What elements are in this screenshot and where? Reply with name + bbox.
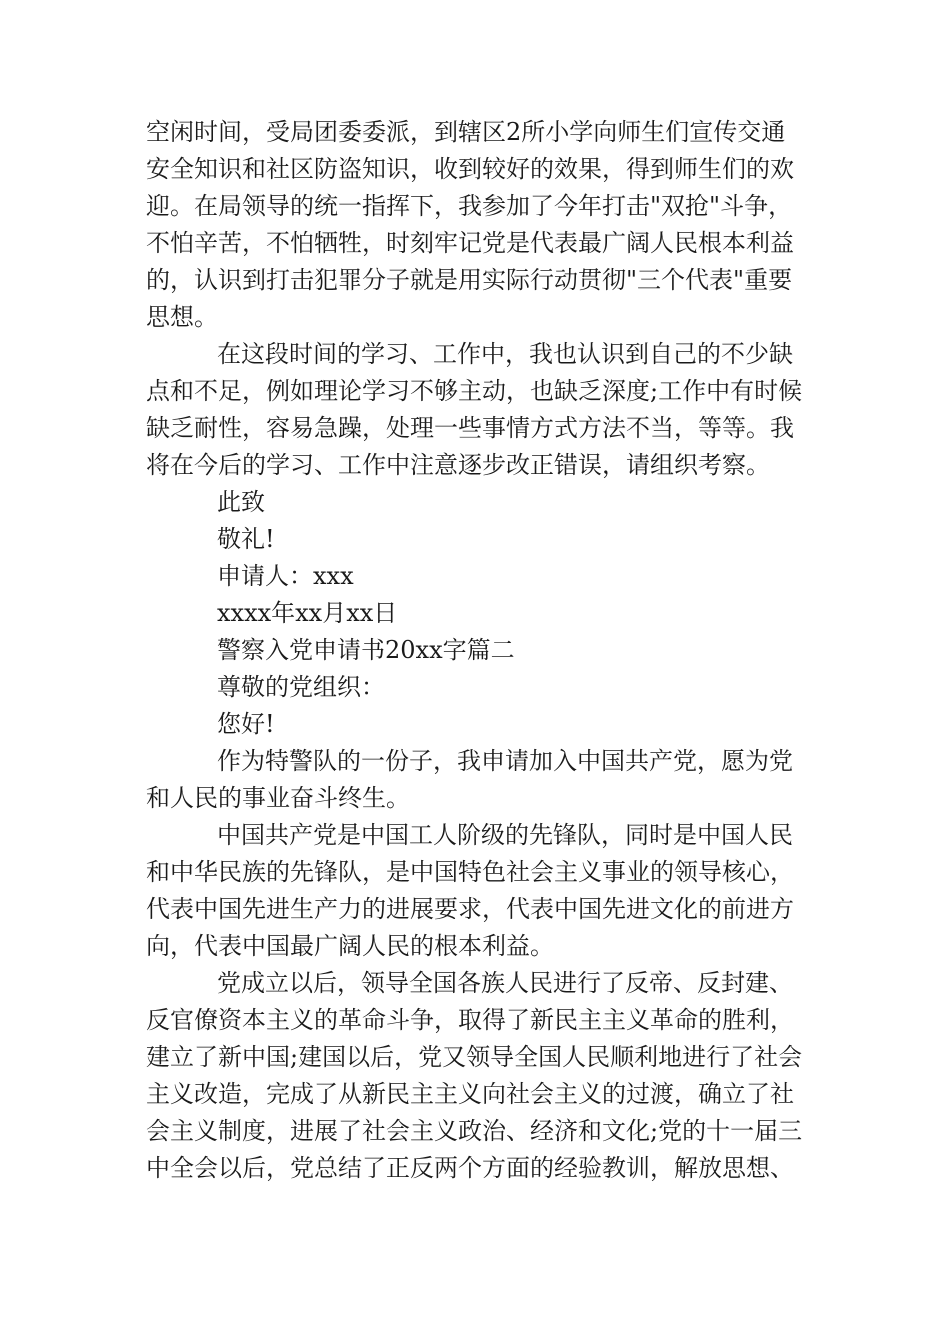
document-body bbox=[146, 114, 808, 1187]
closing-salutation: 此致 bbox=[217, 488, 265, 516]
text-line: 将在今后的学习、工作中注意逐步改正错误，请组织考察。 bbox=[146, 451, 770, 479]
section-title: 警察入党申请书20xx字篇二 bbox=[217, 636, 515, 664]
applicant-line: 申请人：xxx bbox=[217, 562, 354, 590]
text-line: 建立了新中国;建国以后，党又领导全国人民顺利地进行了社会 bbox=[146, 1043, 803, 1071]
text-line: 思想。 bbox=[146, 303, 218, 331]
text-line: 中国共产党是中国工人阶级的先锋队，同时是中国人民 bbox=[217, 821, 793, 849]
text-line: 缺乏耐性，容易急躁，处理一些事情方式方法不当，等等。我 bbox=[146, 414, 794, 442]
text-line: 向，代表中国最广阔人民的根本利益。 bbox=[146, 932, 554, 960]
text-line: 作为特警队的一份子，我申请加入中国共产党，愿为党 bbox=[217, 747, 793, 775]
text-line: 党成立以后，领导全国各族人民进行了反帝、反封建、 bbox=[217, 969, 793, 997]
text-line: 的，认识到打击犯罪分子就是用实际行动贯彻"三个代表"重要 bbox=[146, 266, 793, 294]
text-line: 空闲时间，受局团委委派，到辖区2所小学向师生们宣传交通 bbox=[146, 118, 786, 146]
text-line: 和人民的事业奋斗终生。 bbox=[146, 784, 410, 812]
text-line: 迎。在局领导的统一指挥下，我参加了今年打击"双抢"斗争， bbox=[146, 192, 793, 220]
text-line: 反官僚资本主义的革命斗争，取得了新民主主义革命的胜利， bbox=[146, 1006, 794, 1034]
greeting: 您好! bbox=[217, 710, 275, 738]
text-line: 会主义制度，进展了社会主义政治、经济和文化;党的十一届三 bbox=[146, 1117, 803, 1145]
text-line: 和中华民族的先锋队，是中国特色社会主义事业的领导核心， bbox=[146, 858, 794, 886]
text-line: 中全会以后，党总结了正反两个方面的经验教训，解放思想、 bbox=[146, 1154, 794, 1182]
date-line: xxxx年xx月xx日 bbox=[217, 599, 398, 627]
closing-regards: 敬礼! bbox=[217, 525, 275, 553]
text-line: 主义改造，完成了从新民主主义向社会主义的过渡，确立了社 bbox=[146, 1080, 794, 1108]
text-line: 不怕辛苦，不怕牺牲，时刻牢记党是代表最广阔人民根本利益 bbox=[146, 229, 794, 257]
text-line: 在这段时间的学习、工作中，我也认识到自己的不少缺 bbox=[217, 340, 793, 368]
text-line: 代表中国先进生产力的进展要求，代表中国先进文化的前进方 bbox=[146, 895, 794, 923]
text-line: 点和不足，例如理论学习不够主动，也缺乏深度;工作中有时候 bbox=[146, 377, 803, 405]
greeting-recipient: 尊敬的党组织： bbox=[217, 673, 385, 701]
text-line: 安全知识和社区防盗知识，收到较好的效果，得到师生们的欢 bbox=[146, 155, 794, 183]
